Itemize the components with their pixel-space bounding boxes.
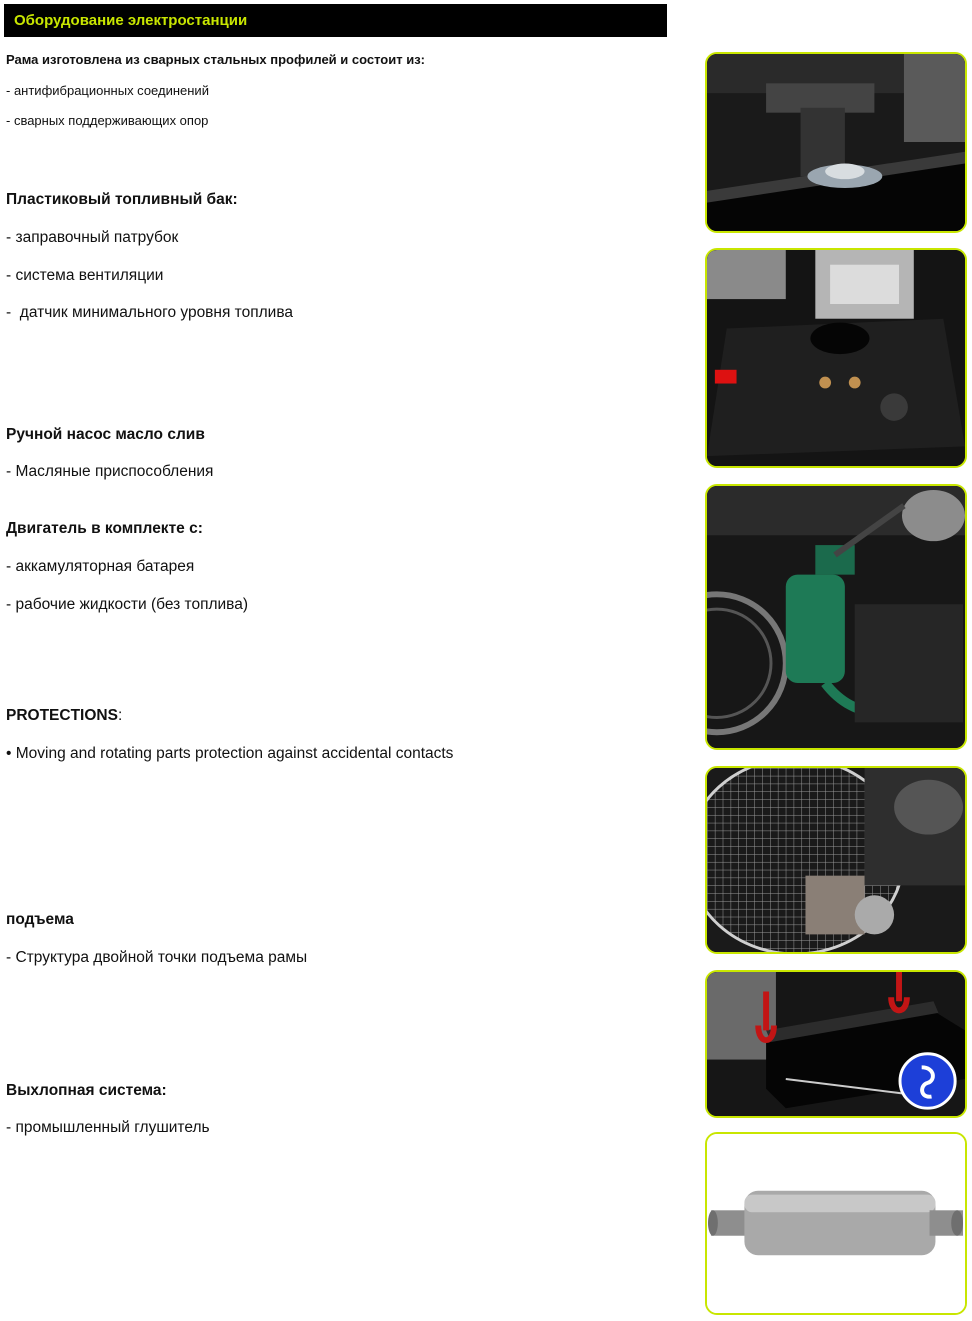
tank-item-2: - система вентиляции — [6, 267, 164, 284]
frame-item-1: - антифибрационных соединений — [6, 83, 209, 98]
protections-item-1: • Moving and rotating parts protection against accidental contacts — [6, 745, 454, 762]
section-title-bar — [4, 4, 667, 37]
engine-item-1: - аккамуляторная батарея — [6, 558, 195, 575]
lifting-item-1: - Структура двойной точки подъема рамы — [6, 949, 308, 966]
page-title: Оборудование электростанции — [14, 12, 248, 29]
protections-heading: PROTECTIONS — [6, 707, 118, 724]
fuel-tank-photo — [705, 248, 967, 468]
oil-pump-photo-icon — [707, 486, 965, 748]
lifting-heading: подъема — [6, 911, 74, 928]
exhaust-heading: Выхлопная система: — [6, 1082, 167, 1099]
exhaust-item-1: - промышленный глушитель — [6, 1119, 210, 1136]
engine-fan-photo — [705, 766, 967, 954]
tank-item-1: - заправочный патрубок — [6, 229, 179, 246]
frame-item-2: - сварных поддерживающих опор — [6, 113, 209, 128]
protections-heading-line — [6, 707, 122, 725]
engine-item-2: - рабочие жидкости (без топлива) — [6, 596, 249, 613]
muffler-photo — [705, 1132, 967, 1315]
lifting-hooks-photo-icon — [707, 972, 965, 1116]
pump-item-1: - Масляные приспособления — [6, 463, 214, 480]
protections-heading-suffix: : — [117, 707, 123, 724]
frame-heading: Рама изготовлена из сварных стальных профилей и состоит из: — [6, 52, 425, 67]
tank-item-3: - датчик минимального уровня топлива — [6, 304, 293, 321]
lifting-hooks-photo — [705, 970, 967, 1118]
tank-heading: Пластиковый топливный бак: — [6, 191, 238, 208]
fuel-tank-photo-icon — [707, 250, 965, 466]
frame-mount-photo-icon — [707, 54, 965, 231]
muffler-photo-icon — [707, 1134, 965, 1313]
engine-heading: Двигатель в комплекте с: — [6, 520, 203, 537]
pump-heading: Ручной насос масло слив — [6, 426, 205, 443]
engine-fan-photo-icon — [707, 768, 965, 952]
frame-mount-photo — [705, 52, 967, 233]
oil-pump-photo — [705, 484, 967, 750]
